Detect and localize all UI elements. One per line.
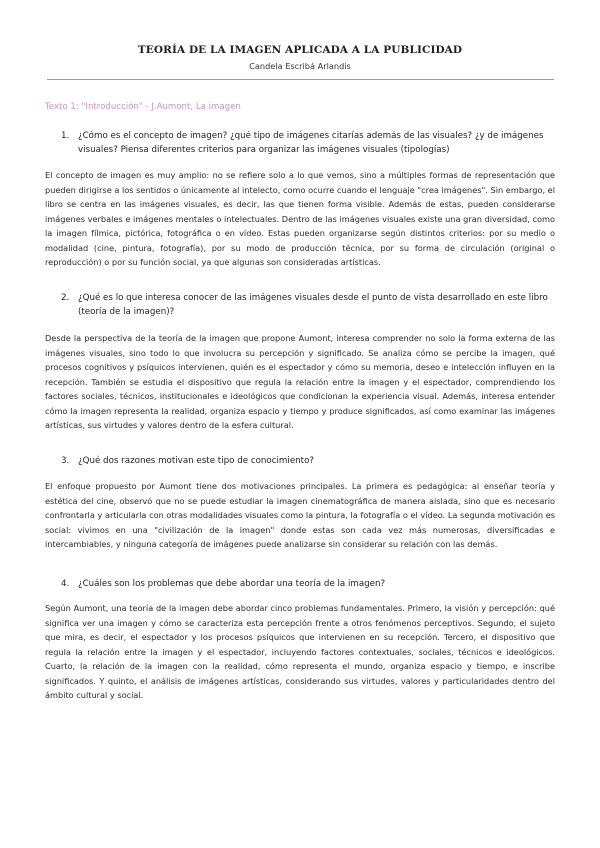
question-number: 1. <box>61 131 70 141</box>
answer-4: Según Aumont, una teoría de la imagen debe abordar cinco problemas fundamentales. Primero, la visión y percepción: qué significa ver una imagen y cómo se caracteriza esta percepción frente a otros fenómenos perceptivos. Segundo, el sujeto que mira, es decir, el espectador y los procesos psíquicos que intervienen en su recepción. Tercero, el dispositivo que regula la relación entre la imagen y el espectador, incluyendo factores contextuales, sociales, técnicos e ideológicos. Cuarto, la relación de la imagen con la realidad, cómo representa el mundo, organiza espacio y tiempo, e inscribe significados. Y quinto, el análisis de imágenes artísticas, considerando sus virtudes, valores y particularidades dentro del ámbito cultural y social. <box>45 603 555 700</box>
question-text: ¿Qué es lo que interesa conocer de las imágenes visuales desde el punto de vista desarrollado en este libro (teoría de la imagen)? <box>78 293 548 318</box>
question-number: 2. <box>61 293 70 303</box>
question-number: 4. <box>61 579 70 589</box>
header-divider <box>47 79 554 80</box>
question-text: ¿Cuáles son los problemas que debe abordar una teoría de la imagen? <box>78 579 386 589</box>
section-heading: Texto 1: "Introducción" - J.Aumont, La imagen <box>45 102 241 112</box>
question-text: ¿Cómo es el concepto de imagen? ¿qué tipo de imágenes citarías además de las visuales? ¿y de imágenes visuales? Piensa diferentes criterios para organizar las imágenes visuales (tipologías) <box>78 131 544 156</box>
question-2 <box>61 291 555 320</box>
question-text: ¿Qué dos razones motivan este tipo de conocimiento? <box>78 456 314 466</box>
question-3 <box>61 454 555 468</box>
answer-1: El concepto de imagen es muy amplio: no se refiere solo a lo que vemos, sino a múltiples formas de representación que pueden dirigirse a los sentidos o únicamente al intelecto, como ocurre cuando el lenguaje "crea imágenes". Sin embargo, el libro se centra en las imágenes visuales, es decir, las que tienen forma visible. Además de estas, pueden considerarse imágenes verbales e imágenes mentales o intelectuales. Dentro de las imágenes visuales existe una gran diversidad, como la imagen fílmica, pictórica, fotográfica o en vídeo. Estas pueden organizarse según distintos criterios: por su medio o modalidad (cine, pintura, fotografía), por su modo de producción técnica, por su forma de circulación (original o reproducción) o por su función social, ya que algunas son consideradas artísticas. <box>45 170 555 267</box>
answer-3: El enfoque propuesto por Aumont tiene dos motivaciones principales. La primera es pedagógica: al enseñar teoría y estética del cine, observó que no se puede estudiar la imagen cinematográfica de manera aislada, sino que es necesario confrontarla y articularla con otras modalidades visuales como la pintura, la fotografía o el vídeo. La segunda motivación es social: vivimos en una "civilización de la imagen" donde estas son cada vez más numerosas, diversificadas e intercambiables, y ninguna categoría de imágenes puede analizarse sin considerar su relación con las demás. <box>45 481 555 549</box>
document-author: Candela Escribá Arlandis <box>249 61 351 71</box>
question-number: 3. <box>61 456 70 466</box>
document-title: TEORÍA DE LA IMAGEN APLICADA A LA PUBLICIDAD <box>137 44 463 56</box>
question-4 <box>61 577 555 591</box>
question-1 <box>61 129 555 158</box>
answer-2: Desde la perspectiva de la teoría de la imagen que propone Aumont, interesa comprender no solo la forma externa de las imágenes visuales, sino todo lo que involucra su percepción y significado. Se analiza cómo se percibe la imagen, qué procesos cognitivos y psíquicos intervienen, quién es el espectador y cómo su memoria, deseo e intelección influyen en la recepción. También se estudia el dispositivo que regula la relación entre la imagen y el espectador, comprendiendo los factores sociales, técnicos, institucionales e ideológicos que condicionan la experiencia visual. Además, interesa entender cómo la imagen representa la realidad, organiza espacio y tiempo y produce significados, así como examinar las imágenes artísticas, sus virtudes y valores dentro de la esfera cultural. <box>45 333 555 430</box>
